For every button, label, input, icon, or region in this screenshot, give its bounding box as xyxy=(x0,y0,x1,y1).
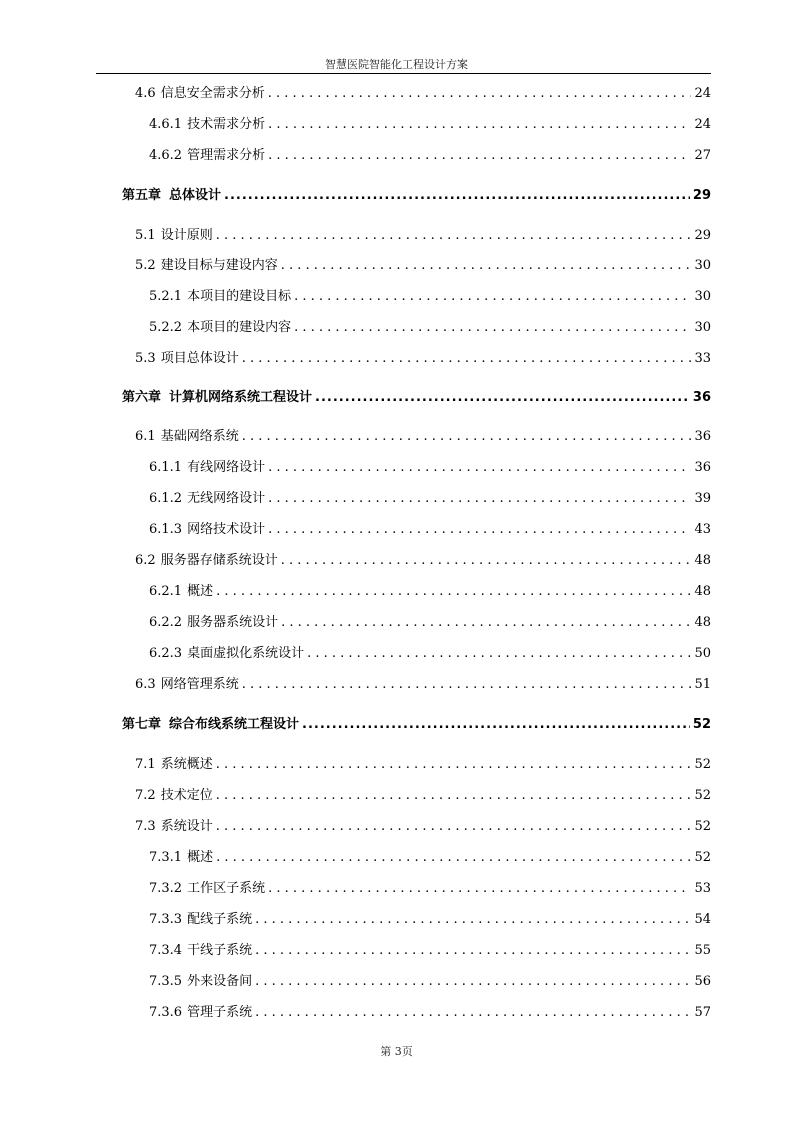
toc-dot-leader xyxy=(294,289,691,305)
toc-dot-leader xyxy=(268,881,691,897)
toc-entry-page: 50 xyxy=(694,646,711,661)
toc-entry-number: 6.1.2 xyxy=(149,491,183,506)
toc-entry-title: 综合布线系统工程设计 xyxy=(169,717,300,732)
toc-entry-number: 4.6 xyxy=(135,86,156,101)
toc-entry-page: 27 xyxy=(694,148,711,163)
toc-entry-title: 概述 xyxy=(187,584,214,599)
toc-dot-leader xyxy=(281,615,691,631)
toc-entry-page: 24 xyxy=(694,86,711,101)
toc-dot-leader xyxy=(302,717,690,733)
toc-dot-leader xyxy=(216,788,692,804)
toc-entry-page: 30 xyxy=(694,320,711,335)
toc-entry[interactable] xyxy=(149,912,711,928)
toc-entry-number: 6.2.3 xyxy=(149,646,183,661)
toc-entry-title: 本项目的建设内容 xyxy=(187,320,292,335)
toc-entry-page: 51 xyxy=(694,677,711,692)
toc-entry-number: 7.1 xyxy=(135,757,156,772)
toc-dot-leader xyxy=(216,850,691,866)
toc-entry-number: 7.3.2 xyxy=(149,881,183,896)
toc-entry-page: 30 xyxy=(694,258,711,273)
toc-entry-title: 配线子系统 xyxy=(187,912,253,927)
toc-entry-number: 第六章 xyxy=(122,390,162,405)
toc-entry[interactable] xyxy=(135,677,711,693)
toc-entry[interactable] xyxy=(149,615,711,631)
toc-entry[interactable] xyxy=(149,320,711,336)
toc-entry-number: 5.2.2 xyxy=(149,320,183,335)
toc-entry-number: 6.2 xyxy=(135,553,156,568)
toc-entry-number: 7.3.6 xyxy=(149,1005,183,1020)
toc-entry-number: 4.6.1 xyxy=(149,117,183,132)
toc-entry-number: 5.2 xyxy=(135,258,156,273)
toc-entry[interactable] xyxy=(122,390,711,406)
toc-entry-page: 52 xyxy=(694,788,711,803)
toc-dot-leader xyxy=(268,117,691,133)
toc-entry-title: 管理需求分析 xyxy=(187,148,266,163)
toc-dot-leader xyxy=(281,553,692,569)
toc-entry-title: 网络管理系统 xyxy=(160,677,239,692)
toc-dot-leader xyxy=(315,390,690,406)
toc-entry-page: 36 xyxy=(694,460,711,475)
toc-entry[interactable] xyxy=(149,289,711,305)
toc-entry[interactable] xyxy=(135,429,711,445)
toc-entry-page: 33 xyxy=(694,351,711,366)
toc-dot-leader xyxy=(216,584,691,600)
toc-entry-title: 建设目标与建设内容 xyxy=(160,258,278,273)
toc-entry[interactable] xyxy=(149,943,711,959)
toc-entry[interactable] xyxy=(135,553,711,569)
toc-entry[interactable] xyxy=(149,850,711,866)
toc-entry-title: 外来设备间 xyxy=(187,974,253,989)
toc-entry-title: 有线网络设计 xyxy=(187,460,266,475)
toc-entry-title: 技术需求分析 xyxy=(187,117,266,132)
toc-entry[interactable] xyxy=(149,974,711,990)
toc-dot-leader xyxy=(255,974,691,990)
toc-entry-title: 信息安全需求分析 xyxy=(160,86,265,101)
toc-dot-leader xyxy=(255,912,691,928)
toc-entry-number: 6.3 xyxy=(135,677,156,692)
toc-dot-leader xyxy=(224,188,690,204)
toc-entry-title: 服务器存储系统设计 xyxy=(160,553,278,568)
toc-entry-page: 30 xyxy=(694,289,711,304)
toc-entry-title: 基础网络系统 xyxy=(160,429,239,444)
header-divider xyxy=(96,73,711,74)
toc-entry[interactable] xyxy=(135,788,711,804)
toc-entry-page: 55 xyxy=(694,943,711,958)
toc-entry[interactable] xyxy=(135,258,711,274)
toc-entry-page: 48 xyxy=(694,615,711,630)
toc-entry[interactable] xyxy=(149,117,711,133)
toc-entry-number: 第五章 xyxy=(122,188,162,203)
toc-entry-number: 7.2 xyxy=(135,788,156,803)
toc-entry-number: 7.3.1 xyxy=(149,850,183,865)
toc-entry-page: 52 xyxy=(694,757,711,772)
toc-entry[interactable] xyxy=(149,522,711,538)
toc-entry-title: 项目总体设计 xyxy=(160,351,239,366)
toc-entry[interactable] xyxy=(149,491,711,507)
toc-entry-title: 网络技术设计 xyxy=(187,522,266,537)
toc-entry-number: 4.6.2 xyxy=(149,148,183,163)
toc-dot-leader xyxy=(255,943,691,959)
toc-entry-title: 干线子系统 xyxy=(187,943,253,958)
toc-entry-title: 概述 xyxy=(187,850,214,865)
toc-dot-leader xyxy=(268,522,691,538)
toc-entry-page: 57 xyxy=(694,1005,711,1020)
toc-entry-number: 6.2.1 xyxy=(149,584,183,599)
toc-entry[interactable] xyxy=(122,188,711,204)
toc-entry-page: 52 xyxy=(694,819,711,834)
toc-entry-page: 52 xyxy=(692,717,711,732)
toc-entry-page: 29 xyxy=(694,228,711,243)
toc-entry-page: 39 xyxy=(694,491,711,506)
toc-dot-leader xyxy=(255,1005,691,1021)
toc-entry-title: 桌面虚拟化系统设计 xyxy=(187,646,305,661)
toc-entry[interactable] xyxy=(149,584,711,600)
toc-dot-leader xyxy=(268,491,691,507)
toc-entry-number: 7.3.4 xyxy=(149,943,183,958)
toc-entry-number: 6.1 xyxy=(135,429,156,444)
toc-dot-leader xyxy=(294,320,691,336)
toc-entry-number: 7.3.3 xyxy=(149,912,183,927)
toc-entry[interactable] xyxy=(135,819,711,835)
toc-entry[interactable] xyxy=(135,757,711,773)
toc-entry-title: 设计原则 xyxy=(160,228,213,243)
toc-entry[interactable] xyxy=(122,717,711,733)
toc-entry-page: 29 xyxy=(692,188,711,203)
toc-entry-number: 7.3 xyxy=(135,819,156,834)
toc-entry-page: 24 xyxy=(694,117,711,132)
toc-entry-page: 43 xyxy=(694,522,711,537)
toc-entry-number: 6.2.2 xyxy=(149,615,183,630)
toc-entry-page: 53 xyxy=(694,881,711,896)
toc-entry-page: 52 xyxy=(694,850,711,865)
toc-entry-number: 6.1.1 xyxy=(149,460,183,475)
toc-dot-leader xyxy=(242,677,692,693)
toc-entry[interactable] xyxy=(149,881,711,897)
toc-dot-leader xyxy=(242,429,692,445)
toc-entry-title: 总体设计 xyxy=(169,188,222,203)
toc-dot-leader xyxy=(268,148,691,164)
toc-entry-page: 54 xyxy=(694,912,711,927)
toc-entry-title: 技术定位 xyxy=(160,788,213,803)
toc-entry[interactable] xyxy=(149,460,711,476)
toc-entry-number: 7.3.5 xyxy=(149,974,183,989)
toc-entry-title: 本项目的建设目标 xyxy=(187,289,292,304)
toc-entry-title: 系统设计 xyxy=(160,819,213,834)
toc-dot-leader xyxy=(268,460,691,476)
toc-entry-number: 5.1 xyxy=(135,228,156,243)
toc-entry-title: 系统概述 xyxy=(160,757,213,772)
toc-entry-title: 工作区子系统 xyxy=(187,881,266,896)
toc-dot-leader xyxy=(216,819,692,835)
toc-entry[interactable] xyxy=(149,148,711,164)
toc-entry[interactable] xyxy=(135,228,711,244)
toc-dot-leader xyxy=(242,351,692,367)
toc-dot-leader xyxy=(216,228,692,244)
toc-dot-leader xyxy=(307,646,691,662)
toc-entry[interactable] xyxy=(135,351,711,367)
toc-entry-page: 48 xyxy=(694,553,711,568)
toc-entry[interactable] xyxy=(149,1005,711,1021)
toc-entry-number: 5.3 xyxy=(135,351,156,366)
toc-entry-title: 管理子系统 xyxy=(187,1005,253,1020)
toc-entry-number: 5.2.1 xyxy=(149,289,183,304)
page-header-title: 智慧医院智能化工程设计方案 xyxy=(325,58,468,71)
toc-entry-page: 36 xyxy=(694,429,711,444)
toc-entry-title: 计算机网络系统工程设计 xyxy=(169,390,313,405)
page-number: 第 3页 xyxy=(380,1045,413,1058)
toc-dot-leader xyxy=(216,757,692,773)
toc-entry[interactable] xyxy=(135,86,711,102)
toc-entry-page: 56 xyxy=(694,974,711,989)
toc-entry-number: 6.1.3 xyxy=(149,522,183,537)
toc-dot-leader xyxy=(268,86,692,102)
toc-dot-leader xyxy=(281,258,692,274)
toc-entry-title: 服务器系统设计 xyxy=(187,615,279,630)
toc-entry-number: 第七章 xyxy=(122,717,162,732)
toc-entry[interactable] xyxy=(149,646,711,662)
toc-entry-page: 48 xyxy=(694,584,711,599)
toc-entry-page: 36 xyxy=(692,390,711,405)
toc-entry-title: 无线网络设计 xyxy=(187,491,266,506)
